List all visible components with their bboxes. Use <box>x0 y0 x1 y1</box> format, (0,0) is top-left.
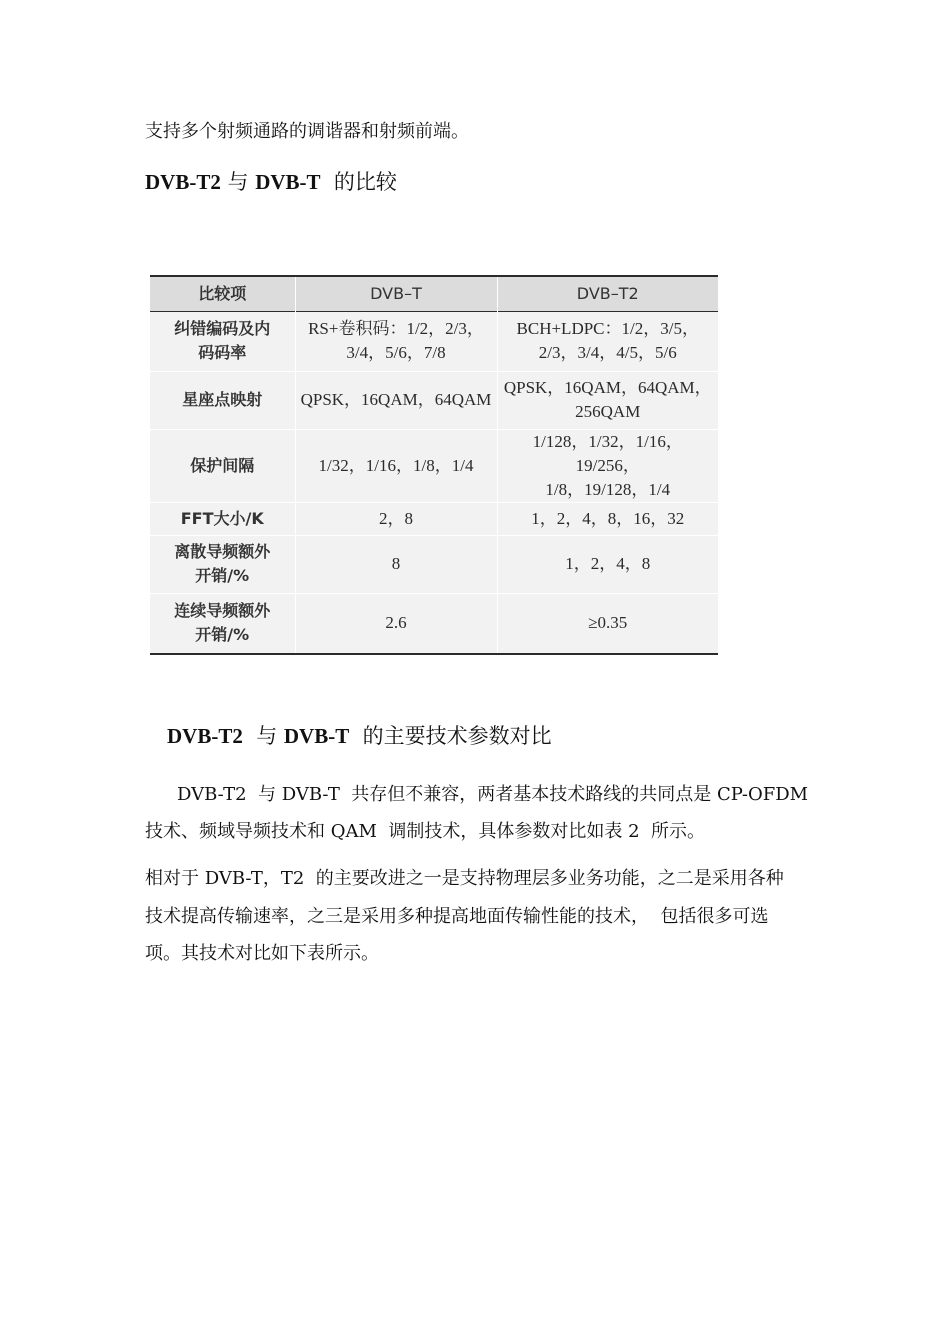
row-label: 保护间隔 <box>150 429 295 502</box>
heading-term-dvbt2: DVB-T2 <box>167 724 243 748</box>
heading-suffix: 的比较 <box>320 170 397 194</box>
heading-term-dvbt2: DVB-T2 <box>145 170 221 194</box>
row-label: 星座点映射 <box>150 371 295 429</box>
table-header-row <box>150 277 718 311</box>
dvbt2-value: 1/128，1/32，1/16，19/256， 1/8，19/128，1/4 <box>532 431 683 499</box>
dvbt2-value: 1，2，4，8，16，32 <box>531 508 685 528</box>
row-label: 离散导频额外 开销/% <box>150 535 295 593</box>
table-row <box>150 535 718 593</box>
header-dvbt: DVB–T <box>295 277 497 311</box>
heading-connector: 与 <box>242 724 284 748</box>
dvbt2-value: 1，2，4，8 <box>565 554 651 573</box>
paragraph2-line2: 技术提高传输速率，之三是采用多种提高地面传输性能的技术， 包括很多可选 <box>145 906 769 927</box>
heading-connector: 与 <box>220 170 256 194</box>
dvbt-value: 1/32，1/16，1/8，1/4 <box>295 429 497 502</box>
dvbt2-value: ≥0.35 <box>588 613 628 633</box>
dvbt-value: 2.6 <box>295 593 497 653</box>
table-row <box>150 502 718 535</box>
table-row <box>150 429 718 502</box>
paragraph2-line3: 项。其技术对比如下表所示。 <box>145 943 379 964</box>
comparison-table <box>150 277 718 653</box>
comparison-table-image <box>150 275 718 655</box>
row-label: 纠错编码及内 码码率 <box>150 311 295 371</box>
paragraph2-line1: 相对于 DVB-T，T2 的主要改进之一是支持物理层多业务功能，之二是采用各种 <box>145 868 784 889</box>
heading-suffix: 的主要技术参数对比 <box>349 724 552 748</box>
heading-term-dvbt: DVB-T <box>255 170 321 194</box>
dvbt2-value: QPSK，16QAM，64QAM， 256QAM <box>503 378 712 421</box>
header-dvbt2: DVB–T2 <box>576 283 639 303</box>
table-row <box>150 311 718 371</box>
intro-line: 支持多个射频通路的调谐器和射频前端。 <box>145 121 469 142</box>
header-item: 比较项 <box>150 277 295 311</box>
table-row <box>150 593 718 653</box>
dvbt2-value: BCH+LDPC：1/2，3/5， 2/3，3/4，4/5，5/6 <box>516 319 699 362</box>
table-row <box>150 371 718 429</box>
paragraph1-line2: 技术、频域导频技术和 QAM 调制技术，具体参数对比如表 2 所示。 <box>145 821 705 842</box>
section-heading-parameters <box>167 726 552 747</box>
paragraph1-line1: DVB-T2 与 DVB-T 共存但不兼容，两者基本技术路线的共同点是 CP-OFDM <box>177 784 809 805</box>
dvbt-value: 8 <box>295 535 497 593</box>
dvbt-value: 2，8 <box>295 502 497 535</box>
row-label: 连续导频额外 开销/% <box>150 593 295 653</box>
dvbt-value: RS+卷积码：1/2，2/3， 3/4，5/6，7/8 <box>295 311 497 371</box>
row-label: FFT大小/K <box>150 502 295 535</box>
heading-term-dvbt: DVB-T <box>283 724 350 748</box>
section-heading-comparison <box>145 172 397 193</box>
dvbt-value: QPSK，16QAM，64QAM <box>295 371 497 429</box>
